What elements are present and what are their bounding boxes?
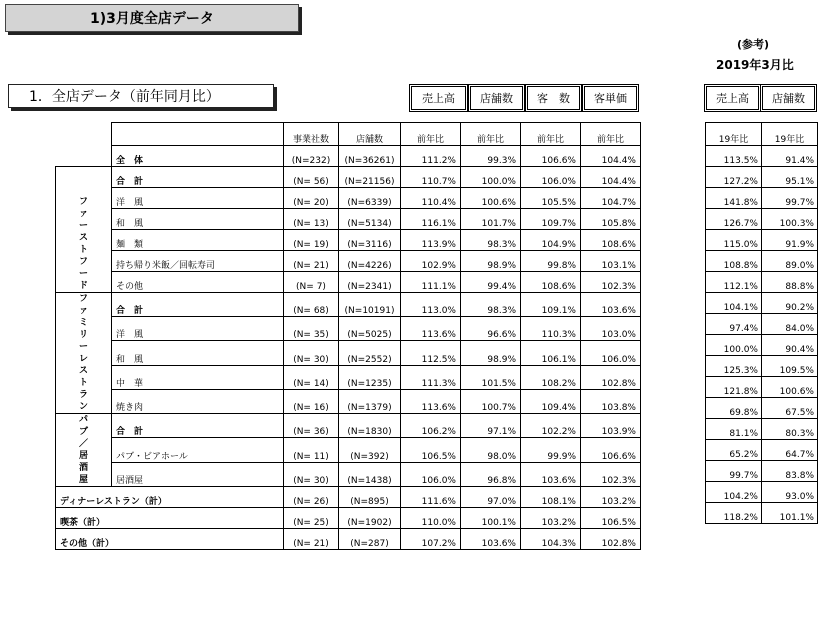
sales-yoy: 110.4% — [401, 188, 461, 209]
unit-price-yoy: 103.2% — [581, 487, 641, 508]
ref-sales-vs-2019: 125.3% — [706, 356, 762, 377]
ref-sales-vs-2019: 115.0% — [706, 230, 762, 251]
company-count: (N=232) — [284, 146, 339, 167]
ref-sales-vs-2019: 121.8% — [706, 377, 762, 398]
column-header-row — [56, 123, 641, 146]
customers-yoy: 104.9% — [521, 230, 581, 251]
customers-yoy: 106.0% — [521, 167, 581, 188]
category-group-char: ァ — [78, 209, 88, 219]
ref-stores-vs-2019: 91.4% — [762, 146, 818, 167]
row-label: 麺 類 — [112, 230, 284, 251]
category-group-char: ー — [78, 269, 88, 279]
sales-yoy: 113.9% — [401, 230, 461, 251]
ref-sales-vs-2019: 108.8% — [706, 251, 762, 272]
category-group-char: ー — [78, 221, 88, 231]
ref-table-row — [706, 314, 818, 335]
sales-yoy: 111.3% — [401, 365, 461, 389]
store-count: (N=1235) — [339, 365, 401, 389]
ref-table-row — [706, 146, 818, 167]
store-count: (N=6339) — [339, 188, 401, 209]
store-count: (N=5025) — [339, 317, 401, 341]
ref-stores-vs-2019: 90.2% — [762, 293, 818, 314]
unit-price-yoy: 103.1% — [581, 251, 641, 272]
company-count: (N= 16) — [284, 389, 339, 413]
category-group-char: レ — [78, 354, 88, 364]
table-row — [56, 508, 641, 529]
table-row — [56, 462, 641, 486]
ref-table-row — [706, 440, 818, 461]
store-count: (N=21156) — [339, 167, 401, 188]
row-label: 中 華 — [112, 365, 284, 389]
ref-table-row — [706, 482, 818, 503]
header-sales: 売上高 — [411, 86, 466, 110]
table-row — [56, 188, 641, 209]
category-group-char: ー — [78, 342, 88, 352]
unit-price-yoy: 106.0% — [581, 341, 641, 365]
company-count: (N= 68) — [284, 293, 339, 317]
ref-table-row — [706, 167, 818, 188]
reference-note: (参考) — [737, 38, 770, 51]
stores-yoy: 103.6% — [461, 529, 521, 550]
row-label: ディナーレストラン（計） — [56, 487, 284, 508]
table-row — [56, 272, 641, 293]
unit-price-yoy: 104.4% — [581, 146, 641, 167]
unit-price-yoy: 102.8% — [581, 365, 641, 389]
row-label: 持ち帰り米飯／回転寿司 — [112, 251, 284, 272]
company-count: (N= 20) — [284, 188, 339, 209]
ref-stores-vs-2019: 93.0% — [762, 482, 818, 503]
sales-yoy: 102.9% — [401, 251, 461, 272]
sales-yoy: 110.0% — [401, 508, 461, 529]
ref-table-row — [706, 356, 818, 377]
category-group-char: フ — [78, 294, 88, 304]
ref-stores-vs-2019: 88.8% — [762, 272, 818, 293]
sales-yoy: 110.7% — [401, 167, 461, 188]
ref-header-stores: 店舗数 — [762, 86, 815, 110]
unit-price-yoy: 102.3% — [581, 272, 641, 293]
customers-yoy: 109.7% — [521, 209, 581, 230]
ref-table-row — [706, 461, 818, 482]
company-count: (N= 36) — [284, 414, 339, 438]
row-label: 洋 風 — [112, 188, 284, 209]
category-group-label — [56, 293, 112, 414]
customers-yoy: 106.6% — [521, 146, 581, 167]
row-label: その他（計） — [56, 529, 284, 550]
row-label: その他 — [112, 272, 284, 293]
store-count: (N=1902) — [339, 508, 401, 529]
sales-yoy: 111.1% — [401, 272, 461, 293]
ref-sales-vs-2019: 104.2% — [706, 482, 762, 503]
category-group-char: パ — [78, 415, 88, 425]
ref-sales-vs-2019: 65.2% — [706, 440, 762, 461]
col-header-yoy: 前年比 — [521, 123, 581, 146]
customers-yoy: 108.6% — [521, 272, 581, 293]
ref-table-row — [706, 272, 818, 293]
ref-table-row — [706, 335, 818, 356]
unit-price-yoy: 102.8% — [581, 529, 641, 550]
sales-yoy: 112.5% — [401, 341, 461, 365]
company-count: (N= 25) — [284, 508, 339, 529]
table-row — [56, 438, 641, 462]
ref-stores-vs-2019: 99.7% — [762, 188, 818, 209]
ref-sales-vs-2019: 81.1% — [706, 419, 762, 440]
category-group-label — [56, 414, 112, 487]
customers-yoy: 109.4% — [521, 389, 581, 413]
ref-table-row — [706, 503, 818, 524]
row-label: 居酒屋 — [112, 462, 284, 486]
customers-yoy: 110.3% — [521, 317, 581, 341]
store-count: (N=895) — [339, 487, 401, 508]
unit-price-yoy: 103.8% — [581, 389, 641, 413]
category-group-char: ン — [78, 402, 88, 412]
row-label: 和 風 — [112, 341, 284, 365]
company-count: (N= 30) — [284, 341, 339, 365]
ref-stores-vs-2019: 83.8% — [762, 461, 818, 482]
ref-table-row — [706, 293, 818, 314]
unit-price-yoy: 103.6% — [581, 293, 641, 317]
ref-sales-vs-2019: 126.7% — [706, 209, 762, 230]
category-group-char: フ — [78, 257, 88, 267]
stores-yoy: 98.3% — [461, 293, 521, 317]
ref-stores-vs-2019: 91.9% — [762, 230, 818, 251]
store-count: (N=36261) — [339, 146, 401, 167]
table-row — [56, 487, 641, 508]
company-count: (N= 14) — [284, 365, 339, 389]
sales-yoy: 113.6% — [401, 389, 461, 413]
category-group-char: フ — [78, 197, 88, 207]
unit-price-yoy: 106.5% — [581, 508, 641, 529]
ref-sales-vs-2019: 112.1% — [706, 272, 762, 293]
reference-month: 2019年3月比 — [716, 58, 794, 72]
stores-yoy: 100.1% — [461, 508, 521, 529]
ref-table-row — [706, 230, 818, 251]
table-row — [56, 365, 641, 389]
stores-yoy: 98.9% — [461, 341, 521, 365]
ref-stores-vs-2019: 95.1% — [762, 167, 818, 188]
row-label: パブ・ビアホール — [112, 438, 284, 462]
sales-yoy: 113.6% — [401, 317, 461, 341]
category-group-char: 酒 — [78, 463, 88, 473]
store-count: (N=10191) — [339, 293, 401, 317]
store-count: (N=1438) — [339, 462, 401, 486]
sales-yoy: 113.0% — [401, 293, 461, 317]
store-count: (N=2552) — [339, 341, 401, 365]
customers-yoy: 108.2% — [521, 365, 581, 389]
table-row — [56, 414, 641, 438]
ref-table-row — [706, 419, 818, 440]
ref-stores-vs-2019: 67.5% — [762, 398, 818, 419]
company-count: (N= 21) — [284, 529, 339, 550]
customers-yoy: 103.6% — [521, 462, 581, 486]
customers-yoy: 105.5% — [521, 188, 581, 209]
category-group-char: リ — [78, 330, 88, 340]
stores-yoy: 97.0% — [461, 487, 521, 508]
ref-table-row — [706, 188, 818, 209]
sales-yoy: 111.2% — [401, 146, 461, 167]
customers-yoy: 104.3% — [521, 529, 581, 550]
ref-stores-vs-2019: 89.0% — [762, 251, 818, 272]
unit-price-yoy: 104.4% — [581, 167, 641, 188]
customers-yoy: 99.9% — [521, 438, 581, 462]
stores-yoy: 98.0% — [461, 438, 521, 462]
ref-table-row — [706, 377, 818, 398]
ref-sales-vs-2019: 100.0% — [706, 335, 762, 356]
ref-sales-vs-2019: 97.4% — [706, 314, 762, 335]
stores-yoy: 100.0% — [461, 167, 521, 188]
section-title: 1．全店データ（前年同月比） — [8, 84, 274, 108]
company-count: (N= 30) — [284, 462, 339, 486]
category-group-char: 屋 — [78, 475, 88, 485]
table-row — [56, 341, 641, 365]
table-row — [56, 167, 641, 188]
customers-yoy: 106.1% — [521, 341, 581, 365]
ref-col-header-yoy: 19年比 — [762, 123, 818, 146]
customers-yoy: 102.2% — [521, 414, 581, 438]
stores-yoy: 98.9% — [461, 251, 521, 272]
category-group-char: ミ — [78, 318, 88, 328]
ref-stores-vs-2019: 100.3% — [762, 209, 818, 230]
category-group-char: ラ — [78, 390, 88, 400]
company-count: (N= 35) — [284, 317, 339, 341]
category-group-char: 居 — [78, 451, 88, 461]
ref-stores-vs-2019: 109.5% — [762, 356, 818, 377]
ref-sales-vs-2019: 113.5% — [706, 146, 762, 167]
unit-price-yoy: 103.0% — [581, 317, 641, 341]
ref-table-row — [706, 398, 818, 419]
sales-yoy: 106.0% — [401, 462, 461, 486]
store-count: (N=4226) — [339, 251, 401, 272]
row-label: 合 計 — [112, 414, 284, 438]
sales-yoy: 106.5% — [401, 438, 461, 462]
ref-sales-vs-2019: 99.7% — [706, 461, 762, 482]
col-header-yoy: 前年比 — [581, 123, 641, 146]
ref-stores-vs-2019: 90.4% — [762, 335, 818, 356]
store-count: (N=1830) — [339, 414, 401, 438]
stores-yoy: 101.7% — [461, 209, 521, 230]
category-group-char: ド — [78, 281, 88, 291]
ref-header-sales: 売上高 — [706, 86, 759, 110]
ref-col-header-yoy: 19年比 — [706, 123, 762, 146]
customers-yoy: 109.1% — [521, 293, 581, 317]
company-count: (N= 26) — [284, 487, 339, 508]
table-row — [56, 146, 641, 167]
sales-yoy: 106.2% — [401, 414, 461, 438]
sales-yoy: 107.2% — [401, 529, 461, 550]
stores-yoy: 100.6% — [461, 188, 521, 209]
table-row — [56, 389, 641, 413]
unit-price-yoy: 105.8% — [581, 209, 641, 230]
unit-price-yoy: 106.6% — [581, 438, 641, 462]
sales-yoy: 116.1% — [401, 209, 461, 230]
table-row — [56, 317, 641, 341]
col-header-yoy: 前年比 — [461, 123, 521, 146]
report-title: 1)3月度全店データ — [5, 4, 299, 32]
row-label: 喫茶（計） — [56, 508, 284, 529]
stores-yoy: 101.5% — [461, 365, 521, 389]
category-group-char: ／ — [78, 439, 88, 449]
row-label: 合 計 — [112, 293, 284, 317]
table-row — [56, 293, 641, 317]
company-count: (N= 21) — [284, 251, 339, 272]
row-label: 洋 風 — [112, 317, 284, 341]
category-group-char: ブ — [78, 427, 88, 437]
table-row — [56, 529, 641, 550]
company-count: (N= 19) — [284, 230, 339, 251]
ref-sales-vs-2019: 127.2% — [706, 167, 762, 188]
sales-yoy: 111.6% — [401, 487, 461, 508]
table-row — [56, 209, 641, 230]
ref-sales-vs-2019: 69.8% — [706, 398, 762, 419]
stores-yoy: 98.3% — [461, 230, 521, 251]
store-count: (N=392) — [339, 438, 401, 462]
category-group-label — [56, 167, 112, 293]
unit-price-yoy: 102.3% — [581, 462, 641, 486]
category-group-char: ト — [78, 245, 88, 255]
stores-yoy: 99.3% — [461, 146, 521, 167]
row-label: 焼き肉 — [112, 389, 284, 413]
store-count: (N=3116) — [339, 230, 401, 251]
store-count: (N=287) — [339, 529, 401, 550]
reference-data-table — [705, 122, 818, 524]
ref-stores-vs-2019: 100.6% — [762, 377, 818, 398]
company-count: (N= 7) — [284, 272, 339, 293]
category-group-char: ト — [78, 378, 88, 388]
ref-table-row — [706, 251, 818, 272]
customers-yoy: 108.1% — [521, 487, 581, 508]
row-label: 合 計 — [112, 167, 284, 188]
row-label: 和 風 — [112, 209, 284, 230]
category-group-char: ス — [78, 233, 88, 243]
unit-price-yoy: 108.6% — [581, 230, 641, 251]
stores-yoy: 96.6% — [461, 317, 521, 341]
ref-sales-vs-2019: 104.1% — [706, 293, 762, 314]
stores-yoy: 97.1% — [461, 414, 521, 438]
ref-table-row — [706, 209, 818, 230]
company-count: (N= 56) — [284, 167, 339, 188]
stores-yoy: 99.4% — [461, 272, 521, 293]
ref-stores-vs-2019: 101.1% — [762, 503, 818, 524]
table-row — [56, 230, 641, 251]
category-group-char: ス — [78, 366, 88, 376]
ref-sales-vs-2019: 118.2% — [706, 503, 762, 524]
col-header-yoy: 前年比 — [401, 123, 461, 146]
header-unit-price: 客単価 — [584, 86, 637, 110]
ref-stores-vs-2019: 84.0% — [762, 314, 818, 335]
store-count: (N=1379) — [339, 389, 401, 413]
stores-yoy: 96.8% — [461, 462, 521, 486]
company-count: (N= 11) — [284, 438, 339, 462]
col-header-stores: 店舗数 — [339, 123, 401, 146]
company-count: (N= 13) — [284, 209, 339, 230]
customers-yoy: 103.2% — [521, 508, 581, 529]
store-count: (N=2341) — [339, 272, 401, 293]
ref-stores-vs-2019: 80.3% — [762, 419, 818, 440]
row-label: 全 体 — [112, 146, 284, 167]
store-count: (N=5134) — [339, 209, 401, 230]
stores-yoy: 100.7% — [461, 389, 521, 413]
header-stores: 店舗数 — [470, 86, 523, 110]
unit-price-yoy: 103.9% — [581, 414, 641, 438]
ref-stores-vs-2019: 64.7% — [762, 440, 818, 461]
unit-price-yoy: 104.7% — [581, 188, 641, 209]
main-data-table — [55, 122, 641, 550]
ref-sales-vs-2019: 141.8% — [706, 188, 762, 209]
table-row — [56, 251, 641, 272]
category-group-char: ァ — [78, 306, 88, 316]
header-customers: 客 数 — [527, 86, 580, 110]
ref-column-header-row — [706, 123, 818, 146]
col-header-companies: 事業社数 — [284, 123, 339, 146]
customers-yoy: 99.8% — [521, 251, 581, 272]
